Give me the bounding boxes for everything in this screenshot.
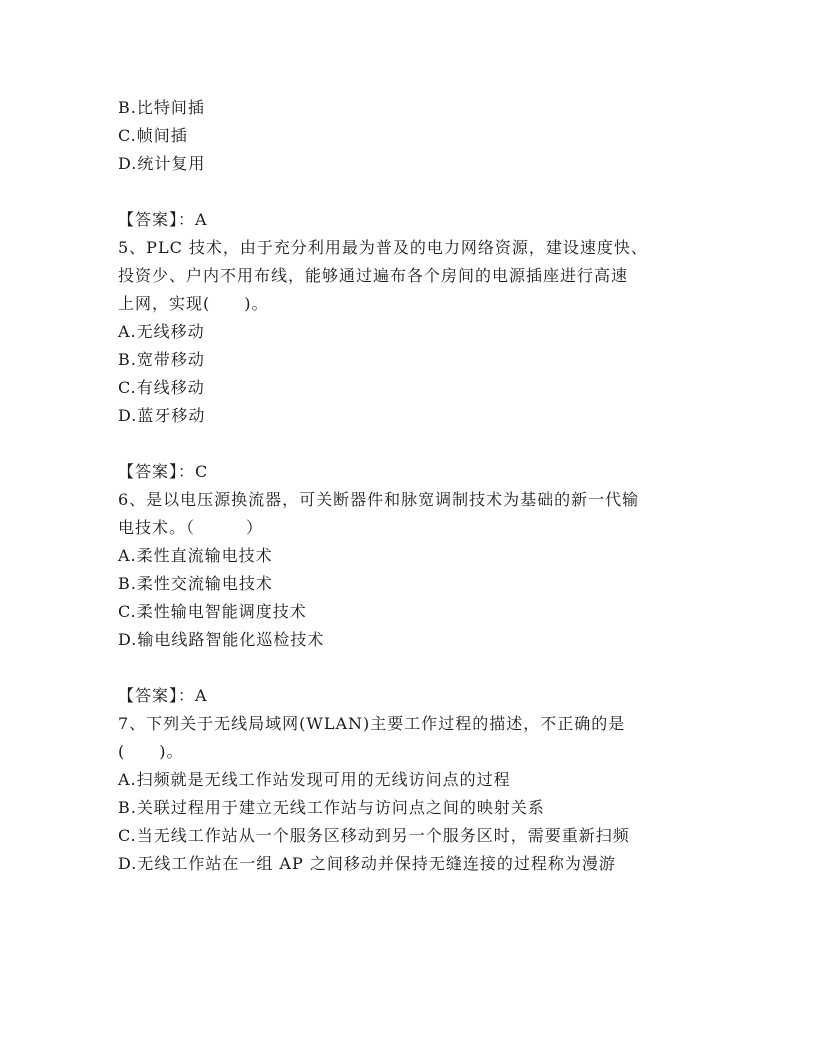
question-stem: 电技术。（ ） bbox=[118, 518, 264, 537]
question-stem: 上网，实现( )。 bbox=[118, 294, 269, 313]
question-stem: ( )。 bbox=[118, 742, 184, 761]
question-4 bbox=[118, 94, 708, 234]
answer-label: 【答案】：A bbox=[118, 686, 208, 705]
question-stem: 6、是以电压源换流器，可关断器件和脉宽调制技术为基础的新一代输 bbox=[118, 490, 640, 509]
answer-label: 【答案】：A bbox=[118, 210, 208, 229]
option-b: B.宽带移动 bbox=[118, 350, 205, 369]
option-d: D.蓝牙移动 bbox=[118, 406, 206, 425]
option-a: A.无线移动 bbox=[118, 322, 205, 341]
question-stem: 投资少、户内不用布线，能够通过遍布各个房间的电源插座进行高速 bbox=[118, 266, 629, 285]
document-page bbox=[118, 94, 708, 878]
option-d: D.无线工作站在一组 AP 之间移动并保持无缝连接的过程称为漫游 bbox=[118, 854, 616, 873]
question-stem: 7、下列关于无线局域网(WLAN)主要工作过程的描述，不正确的是 bbox=[118, 714, 626, 733]
option-b: B.关联过程用于建立无线工作站与访问点之间的映射关系 bbox=[118, 798, 545, 817]
option-d: D.输电线路智能化巡检技术 bbox=[118, 630, 325, 649]
question-stem: 5、PLC 技术，由于充分利用最为普及的电力网络资源，建设速度快、 bbox=[118, 238, 648, 257]
question-5 bbox=[118, 234, 708, 486]
question-6 bbox=[118, 486, 708, 710]
answer-label: 【答案】：C bbox=[118, 462, 209, 481]
option-a: A.扫频就是无线工作站发现可用的无线访问点的过程 bbox=[118, 770, 511, 789]
option-b: B.比特间插 bbox=[118, 98, 205, 117]
option-a: A.柔性直流输电技术 bbox=[118, 546, 273, 565]
option-b: B.柔性交流输电技术 bbox=[118, 574, 273, 593]
question-7 bbox=[118, 710, 708, 878]
option-c: C.有线移动 bbox=[118, 378, 205, 397]
option-c: C.柔性输电智能调度技术 bbox=[118, 602, 307, 621]
option-c: C.当无线工作站从一个服务区移动到另一个服务区时，需要重新扫频 bbox=[118, 826, 630, 845]
option-c: C.帧间插 bbox=[118, 126, 188, 145]
option-d: D.统计复用 bbox=[118, 154, 206, 173]
